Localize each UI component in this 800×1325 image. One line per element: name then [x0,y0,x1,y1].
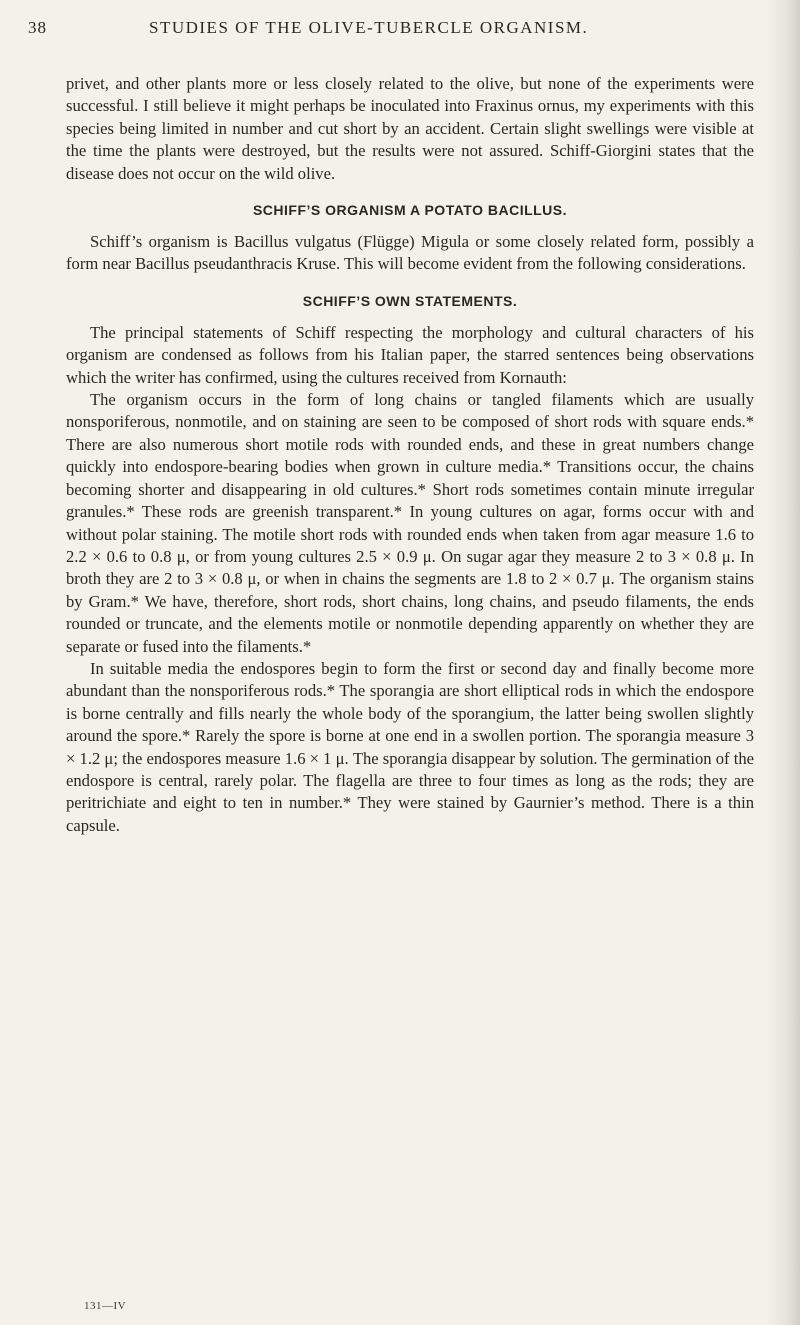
section-heading-own-statements: SCHIFF’S OWN STATEMENTS. [302,292,518,309]
page-number: 38 [28,18,47,37]
page-header [28,18,758,48]
section-heading-potato-bacillus: SCHIFF’S ORGANISM A POTATO BACILLUS. [252,202,568,219]
page-body [66,73,754,837]
page-edge-shadow [766,0,800,1325]
paragraph-schiff-organism: Schiff’s organism is Bacillus vulgatus (Flügge) Migula or some closely related form, possibly a form near Bacillus pseudanthracis Kruse. This will become evident from the following considerations. [66,232,754,274]
paragraph-organism-form: The organism occurs in the form of long chains or tangled filaments which are usually nonsporiferous, nonmotile, and on staining are seen to be composed of short rods with square ends.* There are also numerous short motile rods with rounded ends, and these in great numbers change quickly into endospore-bearing bodies when grown in culture media.* Transitions occur, the chains becoming shorter and disappearing in old cultures.* Short rods sometimes contain minute irregular granules.* These rods are greenish transparent.* In young cultures on agar, forms occur with and without polar staining. The motile short rods with rounded ends when taken from agar measure 1.6 to 2.2 × 0.6 to 0.8 μ, or from young cultures 2.5 × 0.9 μ. On sugar agar they measure 2 to 3 × 0.8 μ. In broth they are 2 to 3 × 0.8 μ, or when in chains the segments are 1.8 to 2 × 0.7 μ. The organism stains by Gram.* We have, therefore, short rods, short chains, long chains, and pseudo filaments, the ends rounded or truncate, and the elements motile or nonmotile depending apparently on whether they are separate or fused into the filaments.* [66,390,754,656]
signature-mark: 131—IV [84,1300,127,1312]
paragraph-principal-statements: The principal statements of Schiff respecting the morphology and cultural characters of his organism are condensed as follows from his Italian paper, the starred sentences being observations which the writer has confirmed, using the cultures received from Kornauth: [66,322,754,387]
paragraph-privet: privet, and other plants more or less closely related to the olive, but none of the experiments were successful. I still believe it might perhaps be inoculated into Fraxinus ornus, my experiments with this species being limited in number and cut short by an accident. Certain slight swellings were visible at the time the plants were destroyed, but the results were not assured. Schiff-Giorgini states that the disease does not occur on the wild olive. [66,74,754,183]
running-title: STUDIES OF THE OLIVE-TUBERCLE ORGANISM. [149,18,589,37]
paragraph-endospores: In suitable media the endospores begin to form the first or second day and finally become more abundant than the nonsporiferous rods.* The sporangia are short elliptical rods in which the endospore is borne centrally and fills nearly the whole body of the sporangium, the latter being swollen slightly around the spore.* Rarely the spore is borne at one end in a swollen portion. The sporangia measure 3 × 1.2 μ; the endospores measure 1.6 × 1 μ. The sporangia disappear by solution. The germination of the endospore is central, rarely polar. The flagella are three to four times as long as the rods; they are peritrichiate and eight to ten in number.* They were stained by Gaurnier’s method. There is a thin capsule. [66,658,754,835]
